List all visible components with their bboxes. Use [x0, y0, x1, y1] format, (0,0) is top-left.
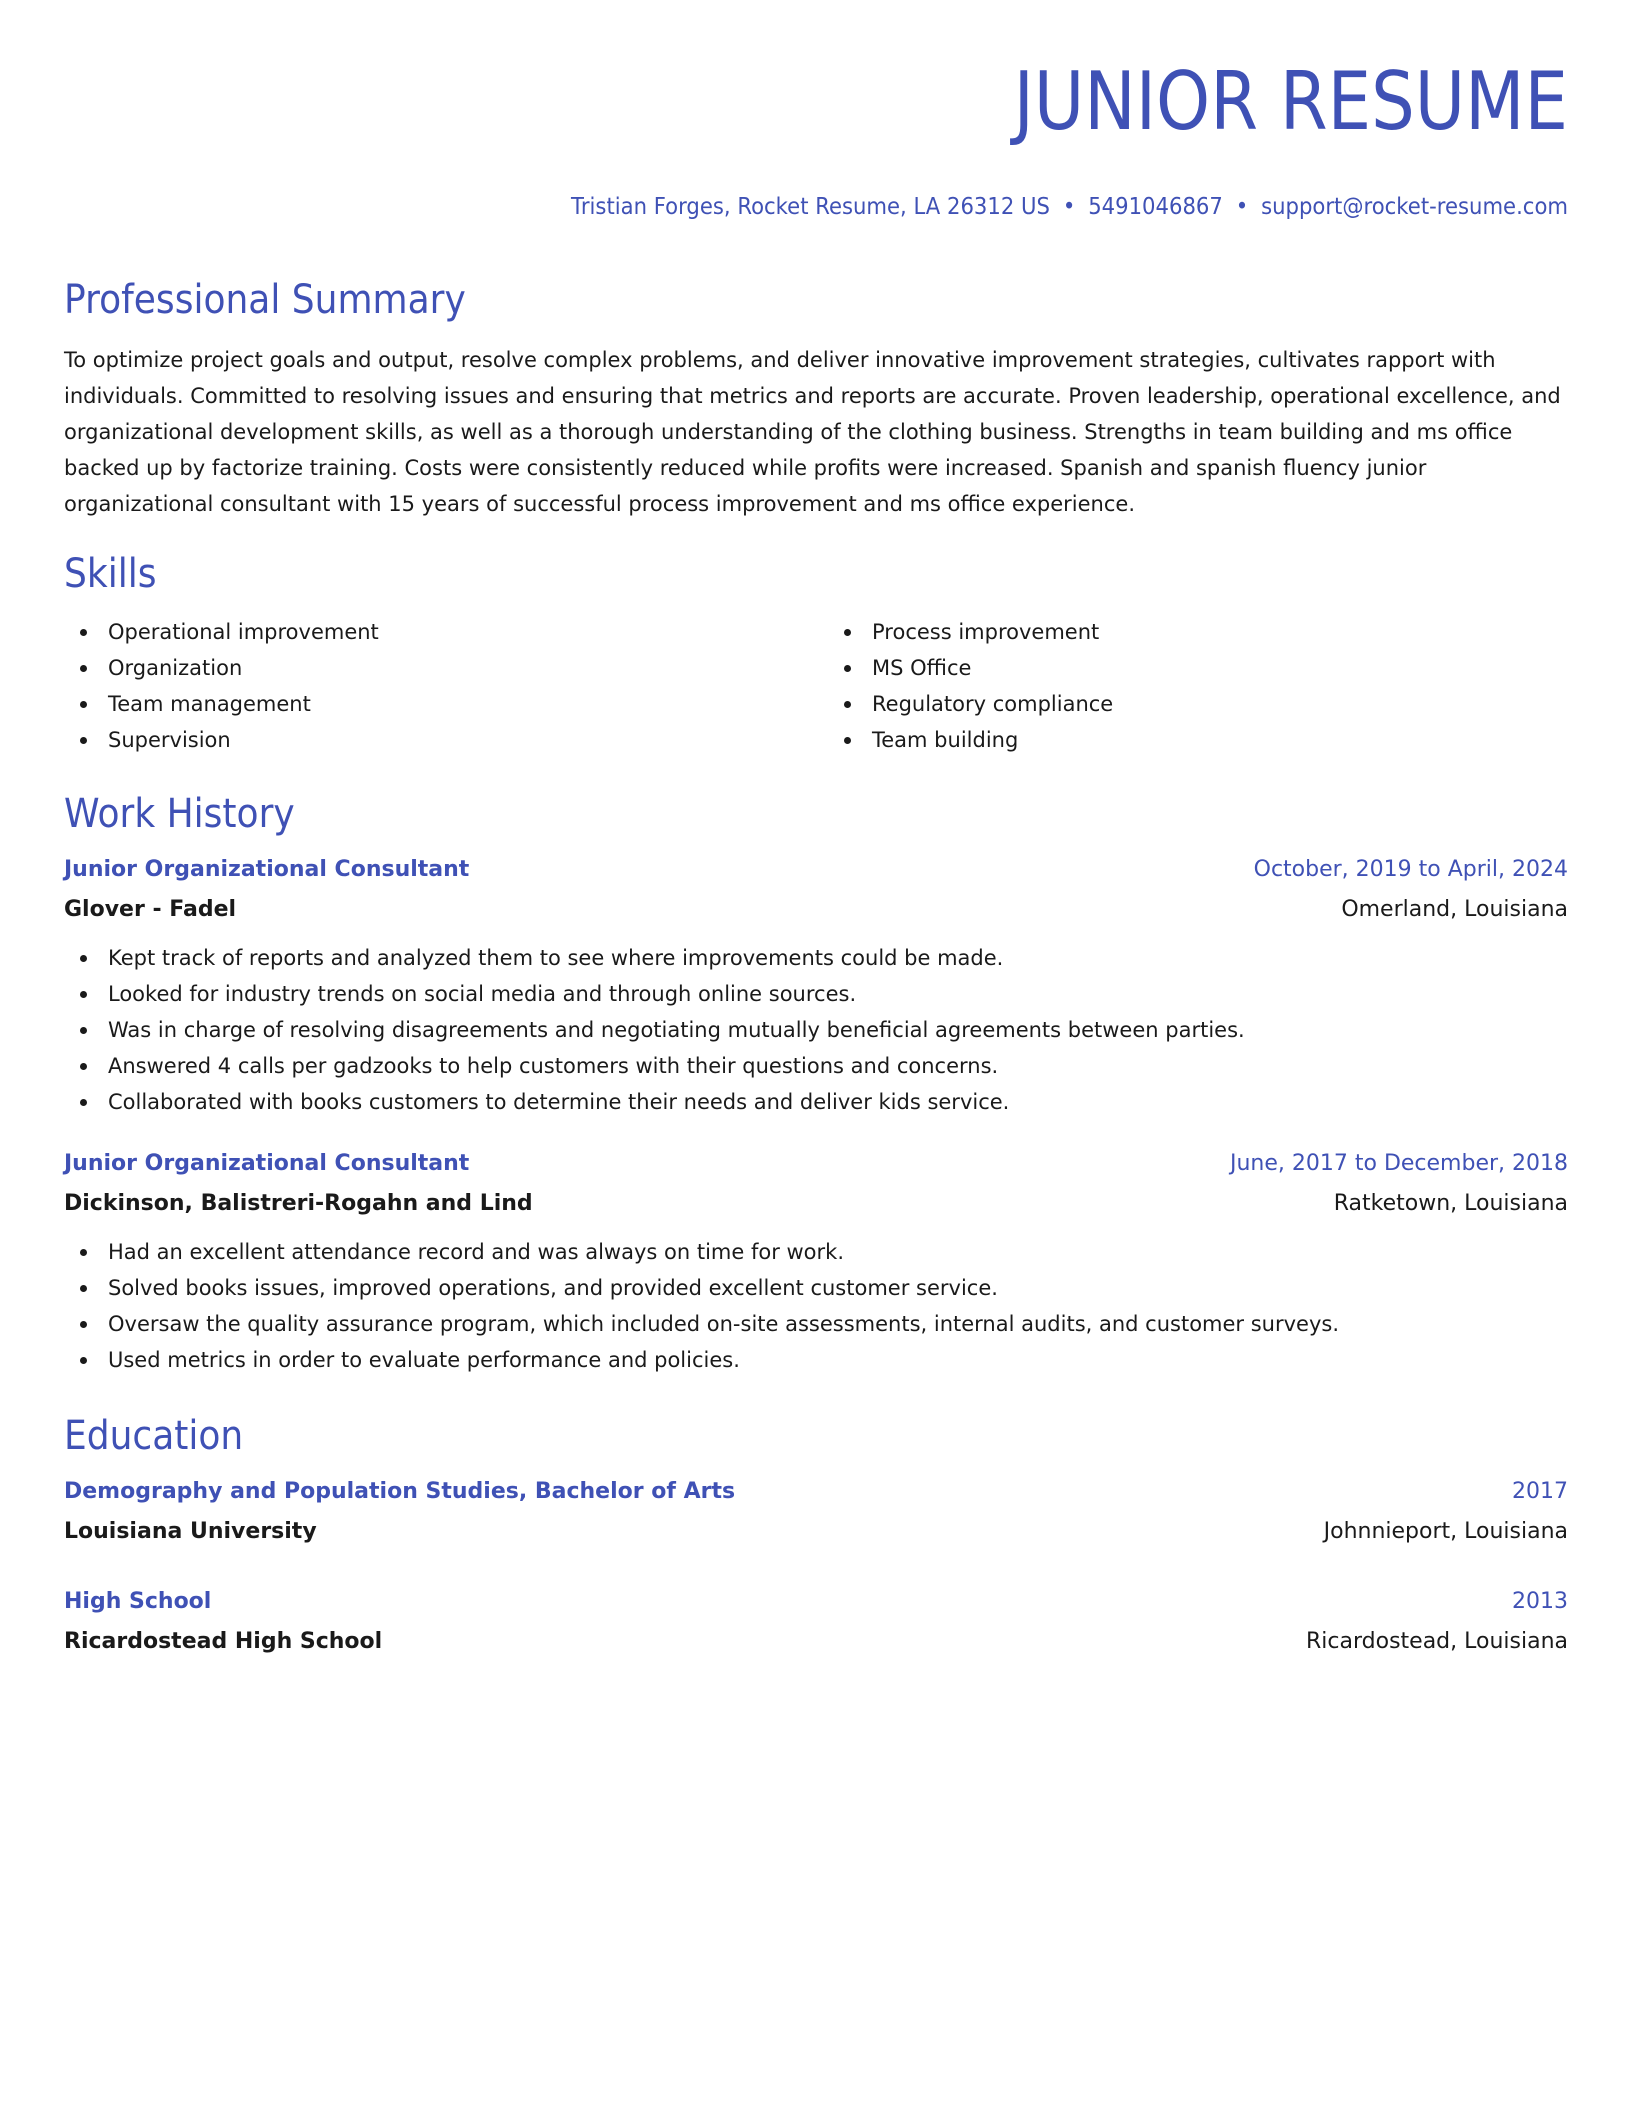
school-name: Ricardostead High School [64, 1629, 383, 1654]
contact-email: support@rocket-resume.com [1261, 194, 1568, 220]
job-dates: October, 2019 to April, 2024 [1253, 857, 1568, 882]
section-heading-summary: Professional Summary [64, 277, 466, 323]
job-duty: Looked for industry trends on social media and through online sources. [64, 976, 1568, 1012]
skills-grid [64, 614, 1568, 758]
skills-section [64, 548, 1568, 758]
job-duties-list [64, 940, 1568, 1120]
work-entry [64, 850, 1568, 1120]
education-entry-header [64, 1472, 1568, 1512]
education-entry-subheader [64, 1512, 1568, 1552]
job-location: Omerland, Louisiana [1341, 897, 1568, 922]
company-name: Dickinson, Balistreri-Rogahn and Lind [64, 1191, 533, 1216]
job-duty: Collaborated with books customers to determine their needs and deliver kids service. [64, 1084, 1568, 1120]
graduation-year: 2013 [1512, 1589, 1568, 1614]
skill-item: Team building [828, 722, 1568, 758]
contact-separator: • [1235, 194, 1249, 220]
degree-name: Demography and Population Studies, Bachelor of Arts [64, 1479, 736, 1504]
contact-separator: • [1062, 194, 1076, 220]
job-duty: Solved books issues, improved operations, and provided excellent customer service. [64, 1270, 1568, 1306]
job-duty: Kept track of reports and analyzed them to see where improvements could be made. [64, 940, 1568, 976]
work-entry [64, 1144, 1568, 1378]
work-entry-header [64, 850, 1568, 890]
section-heading-education: Education [64, 1413, 244, 1459]
school-name: Louisiana University [64, 1519, 317, 1544]
degree-name: High School [64, 1589, 212, 1614]
school-location: Johnnieport, Louisiana [1323, 1519, 1568, 1544]
professional-summary-section [64, 274, 1568, 522]
job-location: Ratketown, Louisiana [1333, 1191, 1568, 1216]
job-duties-list [64, 1234, 1568, 1378]
section-heading-work-history: Work History [64, 791, 295, 837]
skill-item: Operational improvement [64, 614, 804, 650]
section-heading-skills: Skills [64, 551, 157, 597]
education-section [64, 1410, 1568, 1662]
job-duty: Oversaw the quality assurance program, which included on-site assessments, internal audits, and customer surveys. [64, 1306, 1568, 1342]
skills-list-right [828, 614, 1568, 758]
job-duty: Had an excellent attendance record and was always on time for work. [64, 1234, 1568, 1270]
skill-item: Process improvement [828, 614, 1568, 650]
skill-item: Supervision [64, 722, 804, 758]
school-location: Ricardostead, Louisiana [1306, 1629, 1568, 1654]
resume-header [64, 0, 1568, 222]
education-entry [64, 1582, 1568, 1662]
job-title: Junior Organizational Consultant [64, 857, 470, 882]
skills-list-left [64, 614, 804, 758]
education-entry-header [64, 1582, 1568, 1622]
skill-item: Team management [64, 686, 804, 722]
job-duty: Answered 4 calls per gadzooks to help customers with their questions and concerns. [64, 1048, 1568, 1084]
job-title: Junior Organizational Consultant [64, 1151, 470, 1176]
skill-item: MS Office [828, 650, 1568, 686]
work-entry-header [64, 1144, 1568, 1184]
work-entry-subheader [64, 890, 1568, 930]
graduation-year: 2017 [1512, 1479, 1568, 1504]
contact-line [184, 192, 1568, 222]
work-entry-subheader [64, 1184, 1568, 1224]
skill-item: Regulatory compliance [828, 686, 1568, 722]
education-entry [64, 1472, 1568, 1552]
resume-title: JUNIOR RESUME [1013, 55, 1568, 148]
contact-address: Tristian Forges, Rocket Resume, LA 26312 US [571, 194, 1050, 220]
summary-text: To optimize project goals and output, resolve complex problems, and deliver innovative improvement strategies, cultivates rapport with individuals. Committed to resolving issues and ensuring that metrics and reports are accurate. Proven leadership, operational excellence, and organizational development skills, as well as a thorough understanding of the clothing business. Strengths in team building and ms office backed up by factorize training. Costs were consistently reduced while profits were increased. Spanish and spanish fluency junior organizational consultant with 15 years of successful process improvement and ms office experience. [64, 348, 1561, 516]
job-duty: Used metrics in order to evaluate performance and policies. [64, 1342, 1568, 1378]
contact-phone: 5491046867 [1088, 194, 1223, 220]
job-dates: June, 2017 to December, 2018 [1229, 1151, 1568, 1176]
job-duty: Was in charge of resolving disagreements and negotiating mutually beneficial agreements between parties. [64, 1012, 1568, 1048]
work-history-section [64, 788, 1568, 1378]
education-entry-subheader [64, 1622, 1568, 1662]
skill-item: Organization [64, 650, 804, 686]
company-name: Glover - Fadel [64, 897, 237, 922]
